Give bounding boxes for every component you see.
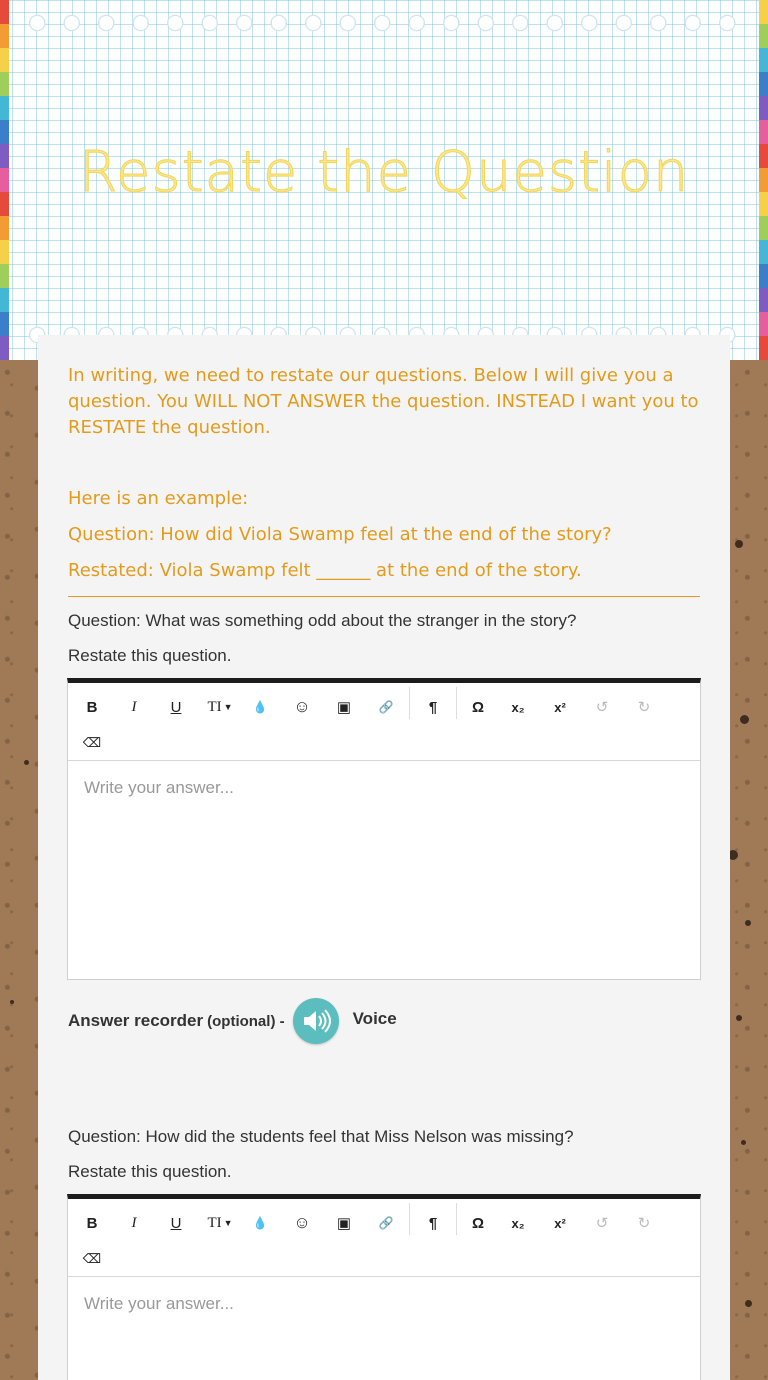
superscript-button[interactable]: x² (554, 699, 566, 715)
text-size-dropdown[interactable]: TI ▼ (207, 698, 233, 715)
image-icon[interactable]: ▣ (336, 699, 352, 716)
clear-format-icon[interactable]: ⌫ (82, 1251, 102, 1266)
worksheet-card (38, 335, 730, 1380)
answer-input[interactable]: Write your answer... (84, 778, 234, 797)
redo-icon[interactable]: ↻ (637, 699, 651, 716)
subscript-button[interactable]: x₂ (511, 1215, 525, 1231)
speaker-icon (301, 1008, 331, 1034)
editor-toolbar (68, 683, 700, 761)
recorder-optional: (optional) - (207, 1012, 285, 1030)
toolbar-separator (409, 1203, 410, 1235)
link-icon[interactable]: 🔗 (378, 700, 394, 714)
answer-recorder (68, 998, 397, 1044)
example-heading: Here is an example: (68, 488, 249, 509)
toolbar-separator (409, 687, 410, 719)
text-size-dropdown[interactable]: TI ▼ (207, 1214, 233, 1231)
answer-editor-2 (67, 1194, 701, 1380)
intro-text: In writing, we need to restate our questions. Below I will give you a question. You WILL NOT ANSWER the question. INSTEAD I want you to RESTATE the question. (68, 365, 699, 438)
question-2-text: Question: How did the students feel that Miss Nelson was missing? (68, 1127, 574, 1146)
example-question: Question: How did Viola Swamp feel at the end of the story? (68, 524, 612, 545)
text-color-icon[interactable]: 💧 (252, 1216, 268, 1230)
undo-icon[interactable]: ↺ (595, 699, 609, 716)
symbol-omega-icon[interactable]: Ω (471, 698, 485, 716)
bold-button[interactable]: B (86, 1214, 98, 1232)
emoji-icon[interactable]: ☺ (293, 1213, 311, 1232)
bold-button[interactable]: B (86, 698, 98, 716)
header-banner (0, 0, 768, 360)
voice-label: Voice (352, 1009, 397, 1028)
divider (68, 596, 700, 597)
text-color-icon[interactable]: 💧 (252, 700, 268, 714)
example-restated: Restated: Viola Swamp felt ______ at the end of the story. (68, 560, 582, 581)
voice-record-button[interactable] (293, 998, 339, 1044)
symbol-omega-icon[interactable]: Ω (471, 1214, 485, 1232)
image-icon[interactable]: ▣ (336, 1215, 352, 1232)
link-icon[interactable]: 🔗 (378, 1216, 394, 1230)
subscript-button[interactable]: x₂ (511, 699, 525, 715)
paragraph-icon[interactable]: ¶ (428, 1214, 438, 1232)
clear-format-icon[interactable]: ⌫ (82, 735, 102, 750)
page-title: Restate the Question (78, 140, 690, 205)
binder-holes-top (20, 14, 748, 32)
emoji-icon[interactable]: ☺ (293, 697, 311, 716)
undo-icon[interactable]: ↺ (595, 1215, 609, 1232)
paragraph-icon[interactable]: ¶ (428, 698, 438, 716)
editor-toolbar (68, 1199, 700, 1277)
italic-button[interactable]: I (131, 1214, 137, 1231)
italic-button[interactable]: I (131, 698, 137, 715)
underline-button[interactable]: U (170, 698, 182, 716)
question-2-instruction: Restate this question. (68, 1162, 232, 1181)
redo-icon[interactable]: ↻ (637, 1215, 651, 1232)
toolbar-separator (456, 1203, 457, 1235)
superscript-button[interactable]: x² (554, 1215, 566, 1231)
underline-button[interactable]: U (170, 1214, 182, 1232)
recorder-label: Answer recorder (68, 1011, 204, 1030)
toolbar-separator (456, 687, 457, 719)
answer-input[interactable]: Write your answer... (84, 1294, 234, 1313)
question-1-instruction: Restate this question. (68, 646, 232, 665)
answer-editor-1 (67, 678, 701, 980)
question-1-text: Question: What was something odd about the stranger in the story? (68, 611, 577, 630)
